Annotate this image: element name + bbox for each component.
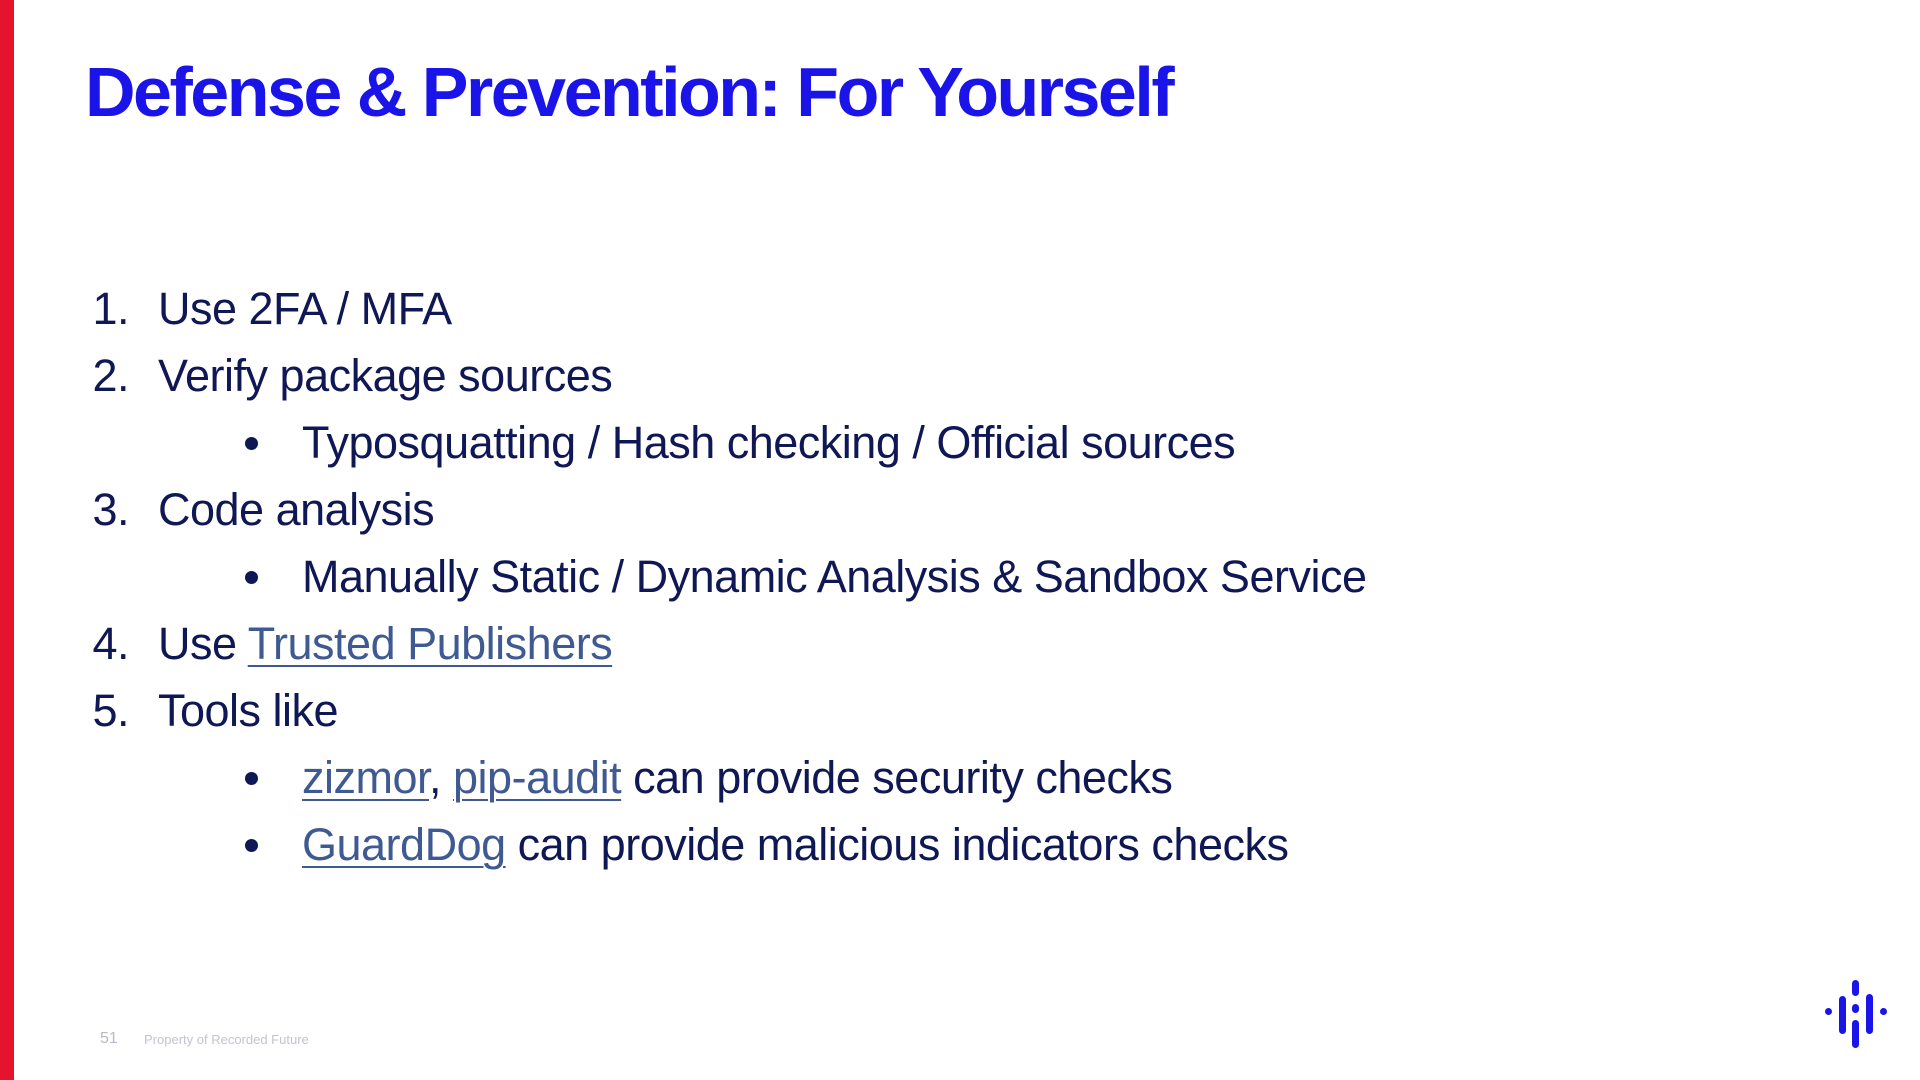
sub-bullet-text: Typosquatting / Hash checking / Official sources [302, 417, 1236, 468]
trusted-publishers-link[interactable]: Trusted Publishers [247, 618, 613, 669]
sub-bullet-text [302, 811, 1288, 878]
item-prefix: Use [158, 618, 248, 669]
bullet-dot-icon [245, 839, 258, 852]
list-item-5 [0, 677, 1700, 744]
sub-bullet [0, 811, 1700, 878]
item-number: 3. [92, 484, 129, 535]
zizmor-link[interactable]: zizmor [302, 752, 430, 803]
item-text [158, 610, 612, 677]
sub-bullet-text: Manually Static / Dynamic Analysis & Sandbox Service [302, 551, 1367, 602]
bullet-rest: can provide malicious indicators checks [505, 819, 1289, 870]
bullet-dot-icon [245, 571, 258, 584]
item-text: Code analysis [158, 484, 435, 535]
sub-bullet [0, 543, 1700, 610]
list-item-1 [0, 275, 1700, 342]
list-item-2 [0, 342, 1700, 409]
list-item-3 [0, 476, 1700, 543]
item-number: 1. [92, 283, 129, 334]
pip-audit-link[interactable]: pip-audit [453, 752, 622, 803]
separator: , [429, 752, 454, 803]
item-number: 2. [92, 350, 129, 401]
numbered-list [0, 275, 1700, 878]
page-number: 51 [100, 1030, 118, 1047]
item-text: Verify package sources [158, 350, 613, 401]
recorded-future-logo-icon [1822, 978, 1894, 1050]
item-number: 4. [92, 618, 129, 669]
sub-bullet [0, 744, 1700, 811]
item-text: Tools like [158, 685, 339, 736]
bullet-dot-icon [245, 437, 258, 450]
list-item-4 [0, 610, 1700, 677]
slide-title: Defense & Prevention: For Yourself [85, 53, 1173, 131]
item-text: Use 2FA / MFA [158, 283, 452, 334]
guarddog-link[interactable]: GuardDog [302, 819, 506, 870]
sub-bullet [0, 409, 1700, 476]
bullet-rest: can provide security checks [621, 752, 1173, 803]
bullet-dot-icon [245, 772, 258, 785]
sub-bullet-text [302, 744, 1172, 811]
footer-text: Property of Recorded Future [144, 1032, 309, 1047]
item-number: 5. [92, 685, 129, 736]
